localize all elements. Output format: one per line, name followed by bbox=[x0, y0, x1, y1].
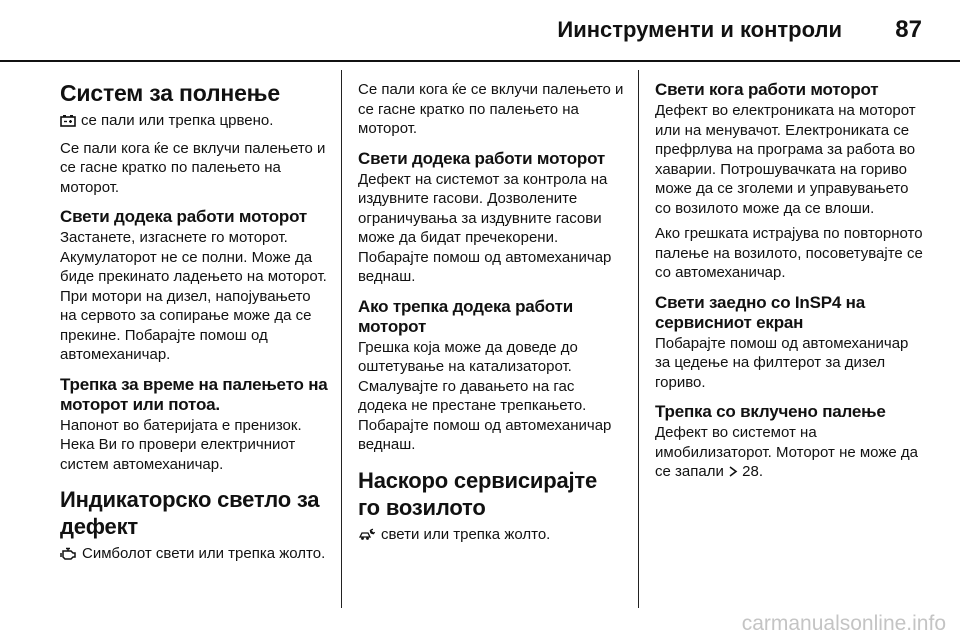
insp4-text: Побарајте помош од автомеханичар за цедење на филтерот за дизел гориво. bbox=[655, 334, 909, 391]
heading-service-soon: Наскоро сервисирајте го возилото bbox=[358, 467, 598, 520]
column-1 bbox=[60, 80, 330, 572]
heading-flashing-running: Ако трепка додека работи моторот bbox=[358, 296, 573, 336]
header-title: Иинструменти и контроли bbox=[557, 17, 842, 42]
column-divider-2 bbox=[638, 70, 639, 608]
heading-on-running: Свети додека работи моторот bbox=[358, 148, 605, 168]
heading-flashing-ignition: Трепка со вклучено палење bbox=[655, 402, 886, 421]
heading-charging-system: Систем за полнење bbox=[60, 80, 280, 106]
charging-icon-text bbox=[60, 111, 330, 133]
malfunction-icon-desc: Симболот свети или трепка жолто. bbox=[82, 545, 326, 562]
flashing-ignition-text bbox=[655, 423, 923, 482]
heading-flashing-ignition: Трепка за време на палењето на моторот или потоа. bbox=[60, 374, 328, 414]
column-divider-1 bbox=[341, 70, 342, 608]
heading-on-running: Свети додека работи моторот bbox=[60, 207, 307, 226]
on-running-text: Дефект на системот за контрола на издувните гасови. Дозволените ограничувања за издувните гасови може да бидат пречекорени. Побарајте помош од автомеханичар веднаш. bbox=[358, 170, 612, 285]
on-running-text-2: Ако грешката истрајува по повторното палење на возилото, посоветувајте се со автомеханичар. bbox=[655, 225, 923, 281]
flashing-ignition-desc: Дефект во системот на имобилизаторот. Моторот не може да се запали bbox=[655, 424, 918, 480]
malfunction-icon-text bbox=[60, 544, 330, 566]
charging-lights-text: Се пали кога ќе се вклучи палењето и се гасне кратко по палењето на моторот. bbox=[60, 139, 326, 196]
battery-icon bbox=[60, 113, 76, 133]
arrow-ref-icon[interactable] bbox=[728, 463, 738, 474]
flashing-ignition-text: Напонот во батеријата е пренизок. Нека Ви го провери електричниот систем автомеханичар. bbox=[60, 416, 302, 473]
header-rule bbox=[0, 60, 960, 62]
lights-text: Се пали кога ќе се вклучи палењето и се гасне кратко по палењето на моторот. bbox=[358, 81, 624, 137]
column-3 bbox=[655, 80, 923, 488]
heading-malfunction-indicator: Индикаторско светло за дефект bbox=[60, 487, 320, 539]
on-running-text-1: Дефект во електрониката на моторот или на менувачот. Електрониката се префрлува на програма за работа во хаварии. Потрошувачката на гориво може да се зголеми и управувањето со возилото може да се влоши. bbox=[655, 102, 916, 217]
page-header bbox=[0, 0, 960, 62]
service-icon-desc: свети или трепка жолто. bbox=[381, 525, 551, 543]
flashing-running-text: Грешка која може да доведе до оштетување на катализаторот. Смалувајте го давањето на гас додека не престане трепкањето. Побарајте помош од автомеханичар веднаш. bbox=[358, 338, 612, 453]
watermark: carmanualsonline.info bbox=[741, 612, 946, 635]
page-number: 87 bbox=[895, 16, 922, 43]
page-reference[interactable]: 28. bbox=[742, 463, 764, 480]
heading-insp4: Свети заедно со InSP4 на сервисниот екран bbox=[655, 292, 865, 332]
heading-on-running: Свети кога работи моторот bbox=[655, 80, 879, 99]
charging-icon-desc: се пали или трепка црвено. bbox=[81, 112, 274, 129]
service-icon-text bbox=[358, 525, 624, 547]
column-2 bbox=[358, 80, 624, 552]
wrench-car-icon bbox=[358, 527, 376, 547]
engine-icon bbox=[60, 546, 77, 566]
on-running-text: Застанете, изгаснете го моторот. Акумулаторот не се полни. Може да биде прекинато ладењето на моторот. При мотори на дизел, напојувањето на сервото за сопирање може да се прекине. Побарајте помош од автомеханичар. bbox=[60, 229, 327, 363]
